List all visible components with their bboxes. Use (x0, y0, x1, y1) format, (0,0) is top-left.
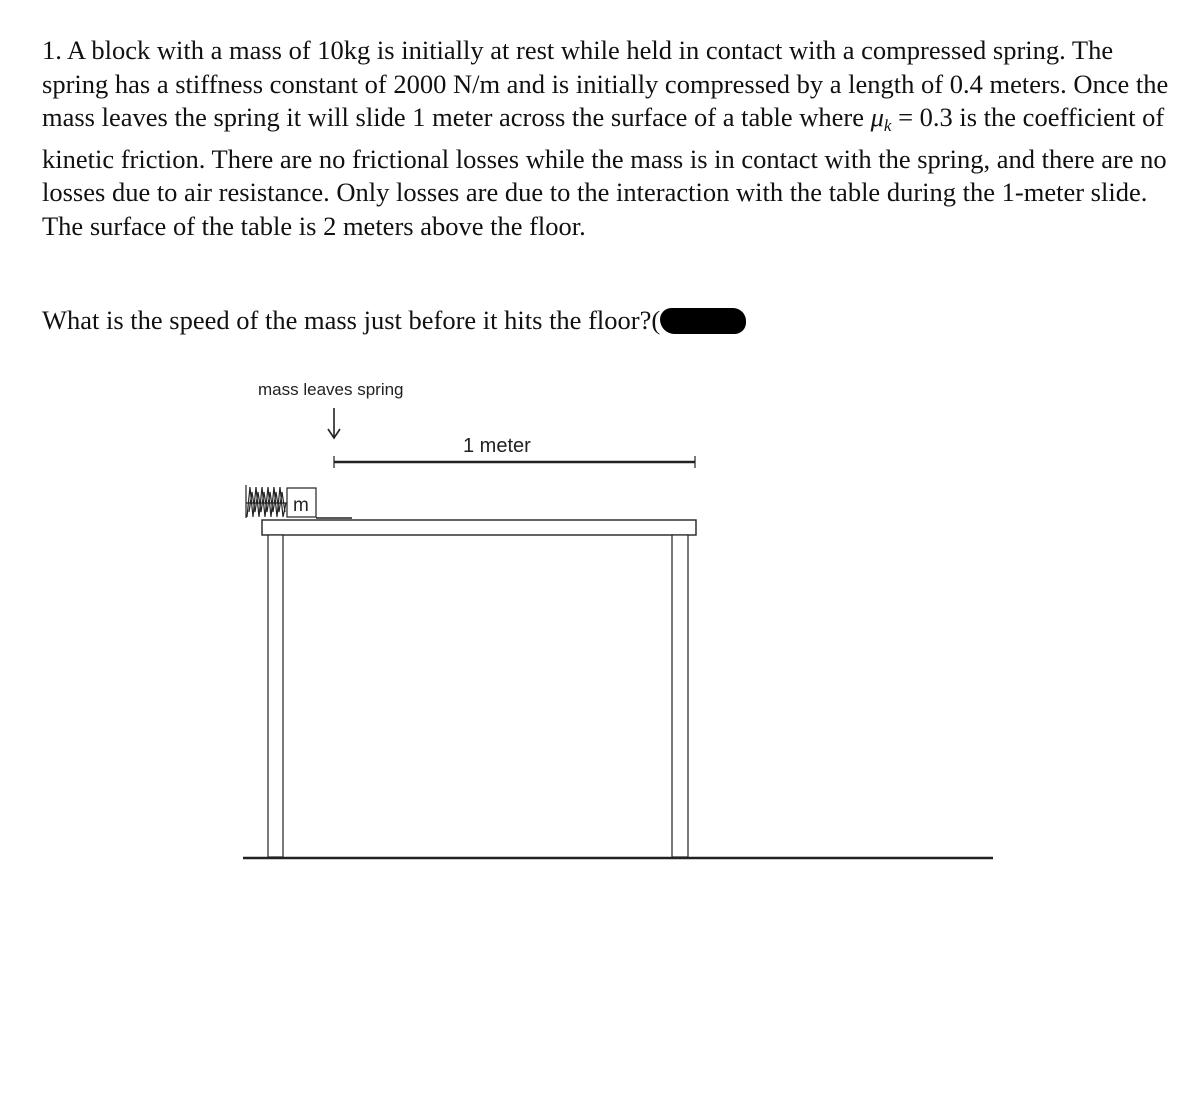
spring (246, 485, 288, 518)
down-arrow-icon (328, 408, 340, 438)
problem-number: 1. (42, 35, 62, 65)
mu-letter: μ (870, 102, 884, 132)
block-m (287, 488, 316, 517)
label-mass-leaves-spring: mass leaves spring (258, 380, 404, 399)
table-legs (268, 535, 688, 857)
problem-text-part2: = 0.3 is the coefficient of kinetic friction. There are no frictional losses while the mass is in contact with the spring, and there are no losses due to air resistance. Only losses are due to the interaction with the table during the 1-meter slide. The surface of the table is 2 meters above the floor. (42, 102, 1167, 241)
dimension-line (334, 456, 695, 468)
question-text: What is the speed of the mass just before it hits the floor?( (42, 305, 661, 335)
problem-text-part1: A block with a mass of 10kg is initially at rest while held in contact with a compressed spring. The spring has a stiffness constant of 2000 N/m and is initially compressed by a length of 0.4 meters. Once the mass leaves the spring it will slide 1 meter across the surface of a table where (42, 35, 1169, 132)
mu-subscript: k (883, 116, 892, 135)
table-top (262, 520, 696, 535)
label-distance: 1 meter (463, 435, 531, 457)
block-label: m (293, 495, 309, 516)
